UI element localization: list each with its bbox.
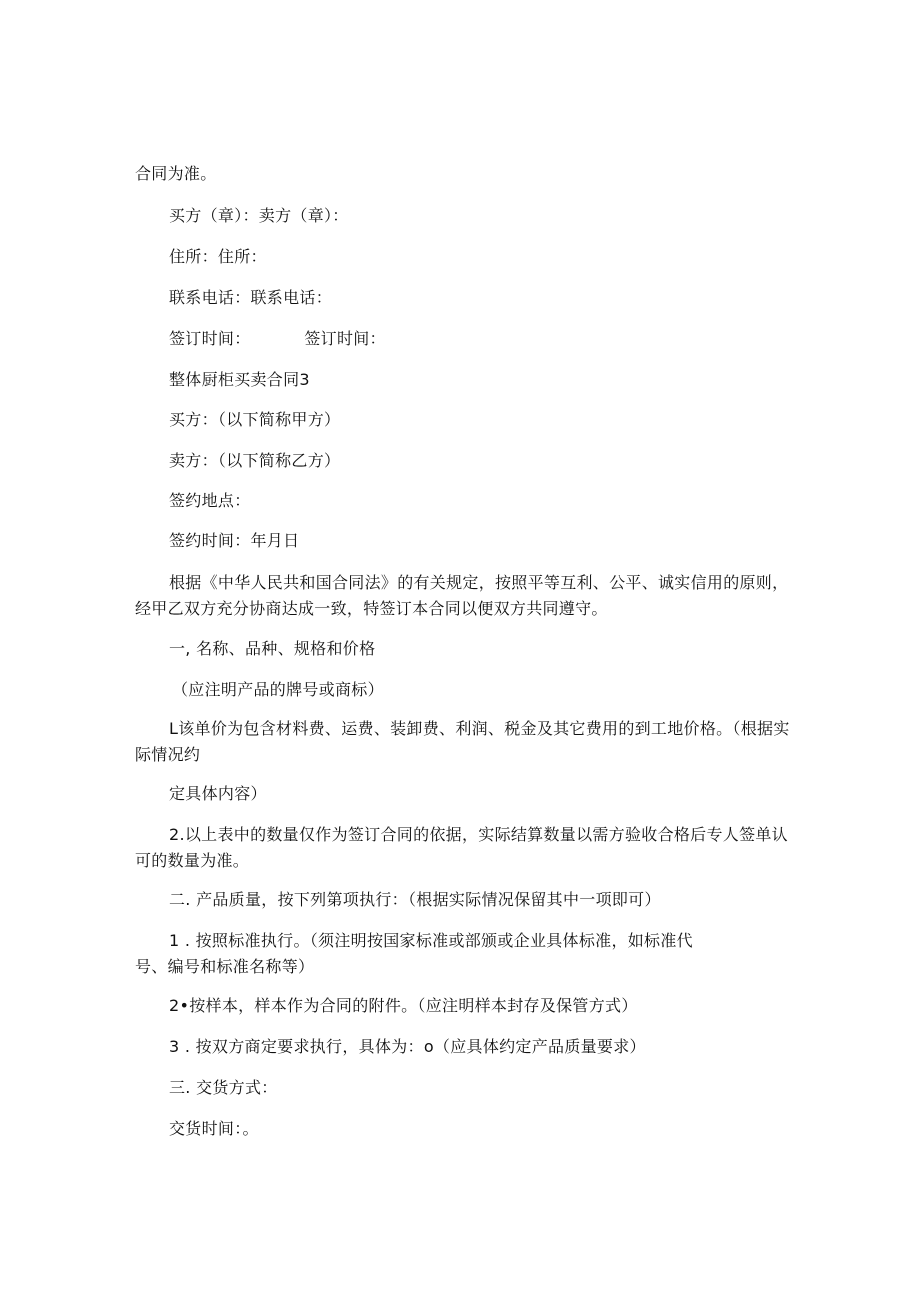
heading-delivery-method: 三. 交货方式： [169, 1078, 278, 1097]
note-brand-trademark: （应注明产品的牌号或商标） [172, 680, 384, 699]
paragraph-unit-price-continued: 定具体内容） [169, 784, 267, 803]
item-quality-standard: 1 . 按照标准执行。（须注明按国家标准或部颁或企业具体标准，如标准代号、编号和标准名称等） [135, 931, 693, 976]
paragraph-contract-prevails: 合同为准。 [135, 164, 217, 183]
paragraph-seller: 卖方：（以下简称乙方） [169, 451, 341, 470]
item-quality-agreed: 3 . 按双方商定要求执行，具体为：o（应具体约定产品质量要求） [169, 1037, 646, 1056]
paragraph-signature-seal: 买方（章）：卖方（章）： [169, 206, 349, 225]
section-title-contract-3: 整体厨柜买卖合同3 [169, 370, 310, 389]
paragraph-unit-price: L该单价为包含材料费、运费、装卸费、利润、税金及其它费用的到工地价格。（根据实际情况约 [135, 719, 790, 764]
paragraph-phone: 联系电话：联系电话： [169, 288, 333, 307]
paragraph-delivery-time: 交货时间：。 [169, 1119, 259, 1138]
heading-name-spec-price: 一, 名称、品种、规格和价格 [169, 639, 376, 658]
heading-product-quality: 二. 产品质量，按下列第项执行：（根据实际情况保留其中一项即可） [169, 890, 661, 909]
paragraph-quantity-basis: 2.以上表中的数量仅作为签订合同的依据，实际结算数量以需方验收合格后专人签单认可的数量为准。 [135, 825, 788, 870]
item-quality-sample: 2•按样本，样本作为合同的附件。（应注明样本封存及保管方式） [169, 996, 638, 1015]
paragraph-sign-place: 签约地点： [169, 491, 251, 510]
paragraph-sign-date: 签约时间：年月日 [169, 531, 300, 550]
paragraph-buyer: 买方：（以下简称甲方） [169, 410, 341, 429]
paragraph-address: 住所：住所： [169, 247, 267, 266]
paragraph-sign-time: 签订时间： 签订时间： [169, 329, 386, 348]
paragraph-preamble: 根据《中华人民共和国合同法》的有关规定，按照平等互利、公平、诚实信用的原则，经甲乙双方充分协商达成一致，特签订本合同以便双方共同遵守。 [135, 573, 789, 618]
